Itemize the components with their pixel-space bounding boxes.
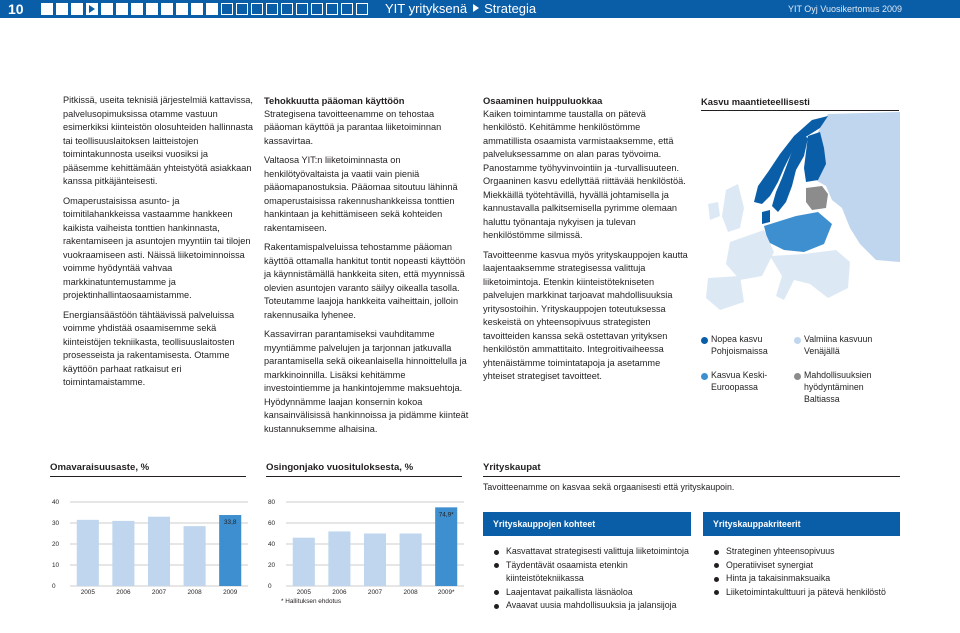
bullet-item: Kasvattavat strategisesti valittuja liiketoimintoja [493, 545, 693, 559]
bar [400, 534, 422, 587]
paragraph: Rakentamispalveluissa tehostamme pääoman käyttöä ottamalla hankitut tontit nopeasti käyttöön ja käynnistämällä hankkeita siten, että myynnissä olevien asuntojen varanto säilyy oikealla tasolla. Toteutamme laajoja hankkeita vaiheittain, jolloin rakennusaika lyhenee. [264, 242, 466, 320]
chart-title: Osingonjako vuosituloksesta, % [266, 462, 462, 477]
nav-square-icon[interactable] [176, 3, 188, 15]
paragraph: Tavoitteenme kasvua myös yrityskauppojen kautta laajentaaksemme strategisessa valittuja liiketoimintoja. Etenkin kiinteistötekniseten palvelujen markkinat tarjoavat mahdollisuuksia yritysostoihin. Yrityskauppojen toteutuksessa keskeistä on yhteensopivuus strategisten tavoitteiden kanssa sekä ostettavan yrityksen henkilöstön ammattitaito. Integroitivaiheessa yhtenäistämme toimintatapoja ja asetamme yhteiset strategiset tavoitteet. [483, 249, 688, 381]
legend-item: Kasvua Keski-Euroopassa [711, 370, 768, 392]
legend-swatch [794, 373, 801, 380]
europe-map [700, 112, 900, 317]
bullet-item: Hinta ja takaisinmaksuaika [713, 572, 903, 586]
paragraph: Kassavirran parantamiseksi vauhditamme myyntiämme palvelujen ja tarjonnan jatkuvalla parantamisella sekä oikeanlaisella hinnoittelulla ja markkinoinnilla. Lisäksi kehitämme investointiemme ja hankintojemme maksuehtoja. Hyödynnämme laajan konsernin kokoa kansainvälisissä hankinnoissa ja pidämme kiinteät kustannuksemme alhaisina. [264, 329, 469, 434]
bar [364, 534, 386, 587]
acquisition-targets-header: Yrityskauppojen kohteet [483, 512, 691, 536]
nav-square-icon[interactable] [341, 3, 353, 15]
x-tick-label: 2006 [332, 589, 347, 596]
y-tick-label: 10 [52, 562, 60, 570]
y-tick-label: 40 [268, 541, 276, 549]
x-tick-label: 2008 [187, 589, 202, 596]
section-heading: Tehokkuutta pääoman käyttöön [264, 95, 405, 106]
x-tick-label: 2005 [80, 589, 95, 596]
acquisitions-title: Yrityskaupat [483, 462, 900, 477]
x-tick-label: 2008 [403, 589, 418, 596]
y-tick-label: 30 [52, 520, 60, 528]
nav-square-icon[interactable] [56, 3, 68, 15]
nav-square-icon[interactable] [191, 3, 203, 15]
nav-square-icon[interactable] [236, 3, 248, 15]
x-tick-label: 2007 [151, 589, 167, 596]
bullet-item: Täydentävät osaamista etenkin kiinteistötekniikassa [493, 559, 693, 586]
y-tick-label: 20 [268, 562, 276, 570]
nav-square-icon[interactable] [281, 3, 293, 15]
nav-square-icon[interactable] [146, 3, 158, 15]
y-tick-label: 40 [52, 499, 60, 507]
nav-square-icon[interactable] [161, 3, 173, 15]
bullet-item: Strateginen yhteensopivuus [713, 545, 903, 559]
acquisition-criteria-list [713, 545, 903, 599]
bar [184, 526, 206, 586]
report-title: YIT Oyj Vuosikertomus 2009 [787, 4, 902, 14]
nav-square-icon[interactable] [131, 3, 143, 15]
breadcrumb-subsection[interactable]: Strategia [484, 1, 537, 16]
paragraph: Pitkissä, useita teknisiä järjestelmiä kattavissa, palvelusopimuksissa otamme vastuun esimerkiksi kiinteistön olosuhteiden hallinnasta tai teollisuuslaitoksen laitteistojen toimintakunnosta useiksi vuosiksi ja pääsemme kehittämään yhteistyötä asiakkaan kanssa pitkäjänteisesti. [63, 95, 253, 186]
paragraph: Valtaosa YIT:n liiketoiminnasta on henkilötyövaltaista ja vaatii vain pieniä pääomapanostuksia. Pääomaa sitoutuu lähinnä omaperustaisissa rakennushankkeissa tonttien hankintaan ja kehittämiseen sekä kohteiden rakentamiseen. [264, 155, 458, 233]
y-tick-label: 80 [268, 499, 276, 507]
bullet-item: Avaavat uusia mahdollisuuksia ja jalansijoja [493, 599, 693, 613]
bar [112, 521, 134, 586]
acquisition-criteria-header: Yrityskauppakriteerit [703, 512, 900, 536]
map-region-southern-europe [770, 250, 850, 300]
acquisitions-subtitle: Tavoitteenamme on kasvaa sekä orgaanisesti että yrityskaupoin. [483, 482, 735, 492]
page-header [0, 0, 960, 18]
y-tick-label: 20 [52, 541, 60, 549]
bar [148, 517, 170, 586]
nav-square-icon[interactable] [116, 3, 128, 15]
y-tick-label: 60 [268, 520, 276, 528]
x-tick-label: 2005 [296, 589, 311, 596]
page-number: 10 [8, 1, 24, 17]
nav-square-icon[interactable] [356, 3, 368, 15]
nav-square-icon[interactable] [251, 3, 263, 15]
map-region-baltics [806, 186, 828, 210]
breadcrumb [385, 0, 536, 18]
paragraph: Omaperustaisissa asunto- ja toimitilahankkeissa vastaamme hankkeen kaikista vaiheista tonttien hankinnasta, rakentamiseen ja asuntojen myyntiin tai tilojen vuokraamiseen asti. Näissä liiketoiminnoissa voimme hyödyntää vahvaa markkinatuntemustamme ja projektinhallintaosaamistamme. [63, 195, 251, 300]
bar [435, 507, 457, 586]
equity-ratio-chart [50, 494, 250, 604]
text-column-2 [264, 94, 470, 442]
map-region-central-europe [764, 212, 832, 252]
y-tick-label: 0 [52, 583, 56, 591]
bullet-item: Laajentavat paikallista läsnäoloa [493, 586, 693, 600]
x-tick-label: 2006 [116, 589, 131, 596]
text-column-1 [63, 94, 256, 396]
bar [77, 520, 99, 586]
x-tick-label: 2009 [223, 589, 238, 596]
dividend-payout-chart [266, 494, 466, 616]
legend-item: Mahdollisuuksien hyödyntäminen Baltiassa [804, 370, 872, 404]
acquisition-targets-list [493, 545, 693, 613]
chart-title: Omavaraisuusaste, % [50, 462, 246, 477]
map-region-denmark [762, 210, 770, 224]
data-label: 33,8 [223, 519, 237, 527]
section-heading: Osaaminen huippuluokkaa [483, 95, 603, 106]
legend-swatch [794, 337, 801, 344]
paragraph: Energiansäästöön tähtäävissä palveluissa voimme yhdistää osaamisemme sekä kiinteistöjen tekniikasta, teollisuuslaitosten prosesseista ja rakentamisesta. Otamme käyttöön parhaat ratkaisut eri toimintamaistamme. [63, 309, 235, 387]
x-tick-label: 2009* [437, 589, 455, 596]
text-column-3 [483, 94, 689, 390]
nav-square-icon[interactable] [71, 3, 83, 15]
legend-swatch [701, 373, 708, 380]
bar [328, 531, 350, 586]
paragraph: Strategisena tavoitteenamme on tehostaa pääoman käyttöä ja parantaa liiketoiminnan kassavirtaa. [264, 108, 442, 146]
nav-square-icon[interactable] [221, 3, 233, 15]
nav-square-icon[interactable] [311, 3, 323, 15]
legend-item: Nopea kasvu Pohjoismaissa [711, 334, 768, 356]
y-tick-label: 0 [268, 583, 272, 591]
x-tick-label: 2007 [367, 589, 383, 596]
nav-square-icon[interactable] [206, 3, 218, 15]
chart-footnote: * Hallituksen ehdotus [281, 598, 342, 605]
chevron-right-icon [473, 4, 479, 12]
map-region-ireland [708, 202, 720, 220]
map-title: Kasvu maantieteellisesti [701, 96, 899, 111]
nav-square-icon[interactable] [101, 3, 113, 15]
map-region-western-europe [726, 230, 774, 280]
bar [293, 538, 315, 586]
nav-square-icon[interactable] [266, 3, 278, 15]
map-region-iberia [706, 276, 744, 310]
legend-item: Valmiina kasvuun Venäjällä [804, 334, 873, 356]
legend-swatch [701, 337, 708, 344]
breadcrumb-section[interactable]: YIT yrityksenä [385, 1, 468, 16]
nav-square-icon[interactable] [41, 3, 53, 15]
nav-square-icon[interactable] [296, 3, 308, 15]
nav-square-icon[interactable] [326, 3, 338, 15]
data-label: 74,9* [438, 511, 454, 519]
bullet-item: Liiketoimintakulttuuri ja pätevä henkilöstö [713, 586, 903, 600]
map-region-uk [722, 184, 744, 232]
paragraph: Kaiken toimintamme taustalla on pätevä henkilöstö. Kehitämme henkilöstömme ammatillista osaamista varmistaaksemme, että palveluksessamme on alan paras työvoima. Panostamme työhyvinvointiin ja -turvallisuuteen. Orgaaninen kasvu edellyttää riittävää henkilöstöä. Miekkäillä työtehtävillä, hyvällä johtamisella ja kannustavalla palkitsemisella pyrimme olemaan haluttu työnantaja nykyisen ja tulevan henkilöstömme silmissä. [483, 108, 686, 240]
bullet-item: Operatiiviset synergiat [713, 559, 903, 573]
play-icon[interactable] [86, 3, 98, 15]
